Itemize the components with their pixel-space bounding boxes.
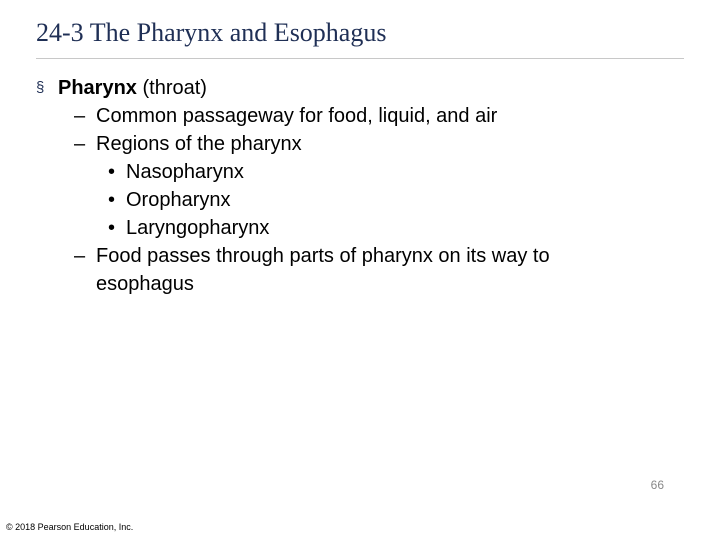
section-bullet-icon: § [36,79,45,96]
slide-body [36,74,676,298]
region-label: Nasopharynx [126,161,244,183]
dot-bullet-icon: • [108,189,116,211]
sub-bullet-regions [36,130,676,158]
copyright-notice: © 2018 Pearson Education, Inc. [6,522,134,532]
page-number: 66 [650,478,664,492]
dot-bullet-icon: • [108,161,116,183]
bullet-pharynx-gloss: (throat) [136,77,207,99]
sub-bullet-food-passage [36,242,676,270]
dash-bullet-icon: – [74,133,86,155]
dash-bullet-icon: – [74,245,86,267]
region-label: Laryngopharynx [126,217,270,239]
region-item-nasopharynx [36,158,676,186]
sub-bullet-food-passage-line1: Food passes through parts of pharynx on its way to [96,245,550,267]
region-item-oropharynx [36,186,676,214]
sub-bullet-food-passage-line2: esophagus [96,273,194,295]
region-label: Oropharynx [126,189,231,211]
sub-bullet-passageway [36,102,676,130]
sub-bullet-passageway-text: Common passageway for food, liquid, and air [96,105,498,127]
region-item-laryngopharynx [36,214,676,242]
slide-title: 24-3 The Pharynx and Esophagus [36,18,387,47]
title-divider [36,58,684,59]
sub-bullet-regions-text: Regions of the pharynx [96,133,302,155]
dash-bullet-icon: – [74,105,86,127]
dot-bullet-icon: • [108,217,116,239]
bullet-pharynx-term: Pharynx [58,77,137,99]
bullet-pharynx [36,74,676,102]
sub-bullet-food-passage-continued [36,270,676,298]
